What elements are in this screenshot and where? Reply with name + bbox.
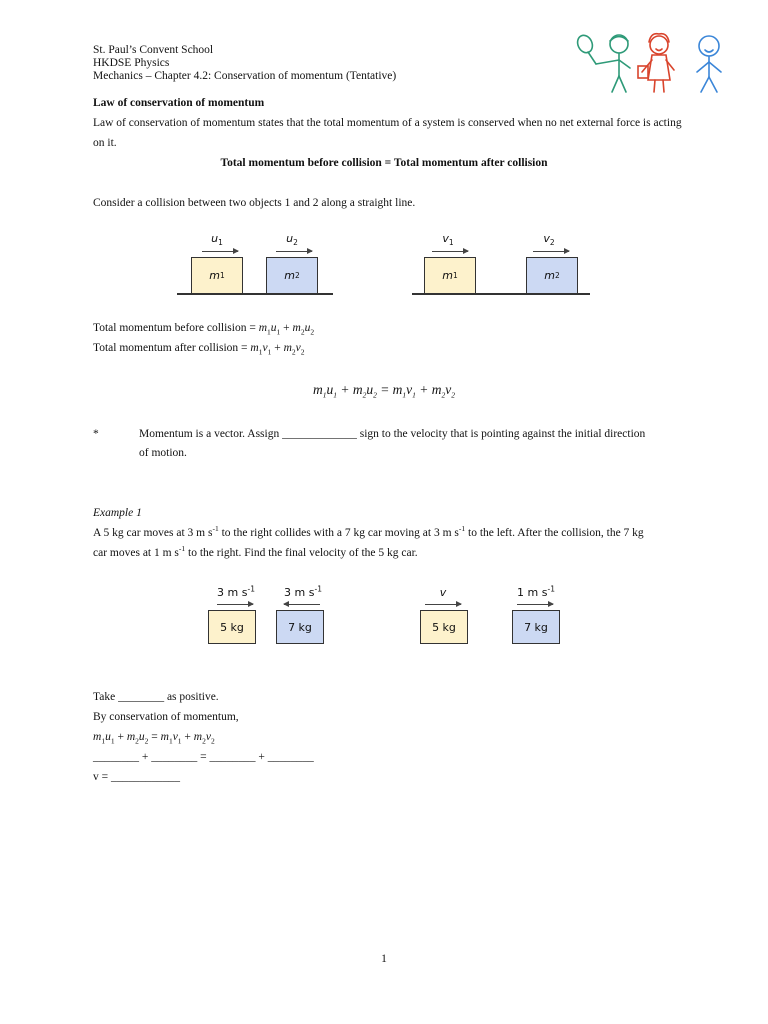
conservation-equation: $m_1u_1 + m_2u_2 = m_1v_1 + m_2v_2$ [312,382,456,400]
page-number: 1 [381,953,387,965]
momentum-equation-bold: Total momentum before collision = Total momentum after collision [220,157,548,169]
speed-label-7kg-after: 1 m $s^{-1}$ [517,584,555,599]
velocity-label-u2: $u_2$ [286,232,298,248]
velocity-label-v1: $v_1$ [442,232,454,248]
arrow-left-icon [284,604,320,605]
direction-blank: ________ [118,691,165,703]
momentum-after-line: Total momentum after collision = $m_1v_1 + m_2v_2$ [93,342,305,357]
velocity-label-v2: $v_2$ [543,232,555,248]
mass-block-m1: m 1 [424,257,476,294]
momentum-before-line: Total momentum before collision = $m_1u_1 + m_2u_2$ [93,322,315,337]
section-title: Law of conservation of momentum [93,97,265,109]
take-positive-line: Take ________ as positive. [93,691,219,703]
arrow-right-icon [425,604,461,605]
arrow-right-icon [276,251,312,252]
by-conservation-line: By conservation of momentum, [93,711,239,723]
note-bullet: * [93,428,99,440]
arrow-right-icon [533,251,569,252]
conservation-equation-small: $m_1u_1 + m_2u_2 = m_1v_1 + m_2v_2$ [93,731,215,746]
mass-block-m2: m 2 [266,257,318,294]
arrow-right-icon [517,604,553,605]
block-5kg: 5 kg [420,610,468,644]
consider-text: Consider a collision between two objects 1 and 2 along a straight line. [93,197,416,209]
note-line-1: Momentum is a vector. Assign _____________ sign to the velocity that is pointing against the initial direction [139,428,646,440]
mass-block-m1: m 1 [191,257,243,294]
example-text-line-1: A 5 kg car moves at 3 m $s^{-1}$ to the right collides with a 7 kg car moving at 3 m $s^{-1}$ to the left. After the collision, the 7 kg [93,524,644,539]
law-statement: Law of conservation of momentum states that the total momentum of a system is conserved when no net external force is acting on it. [93,117,682,149]
school-name: St. Paul’s Convent School [93,44,214,56]
speed-label-5kg-before: 3 m $s^{-1}$ [217,584,255,599]
chapter-title: Mechanics – Chapter 4.2: Conservation of momentum (Tentative) [93,70,397,82]
speed-label-7kg-before: 3 m $s^{-1}$ [284,584,322,599]
block-5kg: 5 kg [208,610,256,644]
sign-blank: _____________ [282,428,357,440]
velocity-label-u1: $u_1$ [211,232,223,248]
children-logo-icon [572,30,732,96]
substitution-blanks: ________ + ________ = ________ + ________ [93,751,314,763]
subject-name: HKDSE Physics [93,57,170,69]
arrow-right-icon [202,251,238,252]
arrow-right-icon [432,251,468,252]
arrow-right-icon [217,604,253,605]
velocity-label-v: v [439,586,447,599]
mass-block-m2: m 2 [526,257,578,294]
ground-line [412,293,590,295]
example-title: Example 1 [93,507,142,519]
block-7kg: 7 kg [276,610,324,644]
ground-line [177,293,333,295]
answer-blank-line: v = ____________ [93,771,180,783]
block-7kg: 7 kg [512,610,560,644]
note-line-2: of motion. [139,447,187,459]
example-text-line-2: car moves at 1 m $s^{-1}$ to the right. Find the final velocity of the 5 kg car. [93,544,418,559]
